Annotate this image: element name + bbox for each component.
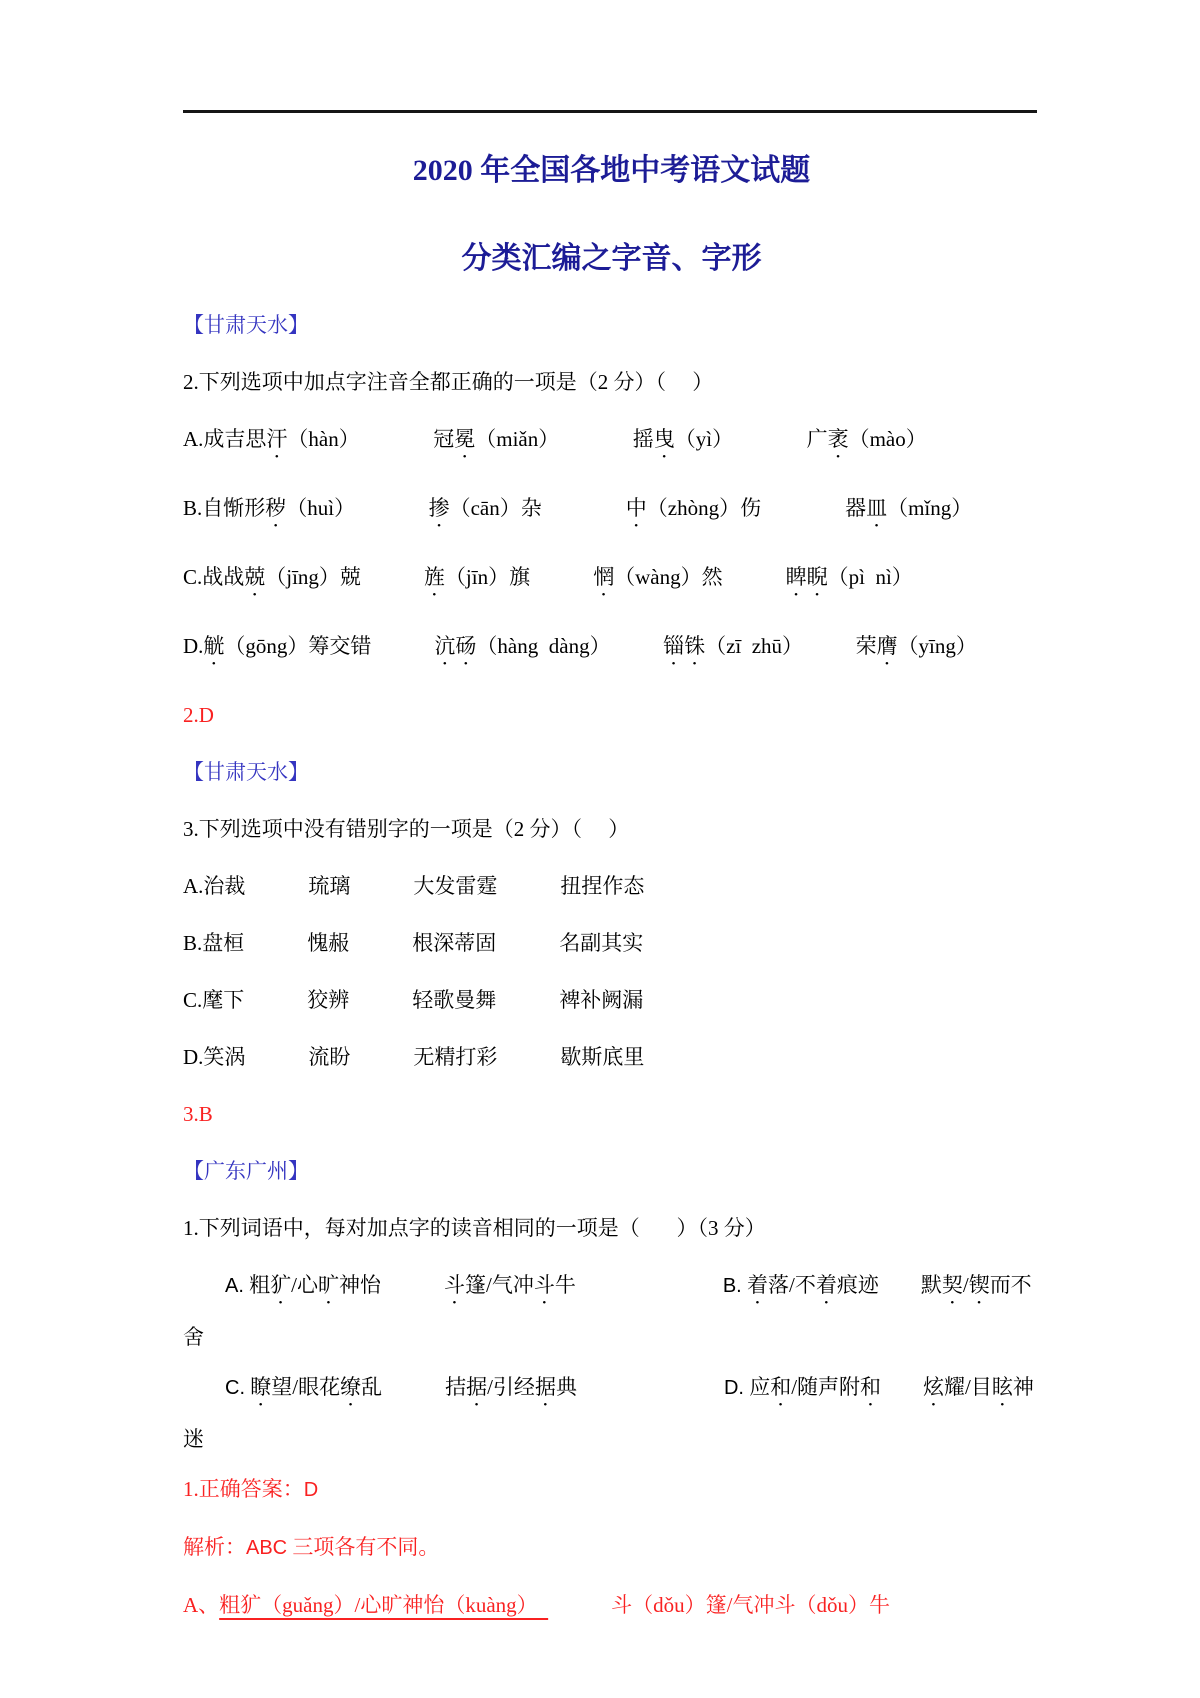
text-segment: 曳 [653, 427, 675, 451]
text-segment: 和 [770, 1375, 792, 1399]
text-segment: （mào） [848, 427, 927, 451]
text-segment: 落/不 [768, 1273, 816, 1297]
text-segment: 乱 [361, 1375, 383, 1399]
text-segment: 犷 [270, 1273, 292, 1297]
option-line-a [183, 427, 1040, 463]
text-segment: 睨 [806, 565, 828, 589]
text-segment: （jīn）旗 [444, 565, 531, 589]
answer-detail-a [183, 1593, 1040, 1617]
text-segment: 瞭 [250, 1375, 272, 1399]
text-segment [576, 1273, 723, 1297]
text-segment: 粗犷（guǎng）/心旷神怡（kuàng） [219, 1593, 549, 1617]
text-segment: /心 [291, 1273, 318, 1297]
doc-title-line-1: 2020 年全国各地中考语文试题 [412, 154, 811, 187]
text-segment: 据 [466, 1375, 488, 1399]
text-segment: 默 [920, 1273, 942, 1297]
text-segment: 解析： [183, 1535, 246, 1559]
text-segment: A. [225, 1275, 244, 1297]
text-segment: 炫 [923, 1375, 945, 1399]
text-segment: 广 [806, 427, 828, 451]
option-line-a: A.治裁 琉璃 大发雷霆 扭捏作态 [183, 874, 645, 898]
text-segment: 痕迹 [836, 1273, 879, 1297]
text-segment [761, 496, 845, 520]
text-segment: 而不 [989, 1273, 1032, 1297]
text-segment [530, 565, 593, 589]
text-segment [879, 1273, 921, 1297]
option-line-b: B.盘桓 愧赧 根深蒂固 名副其实 [183, 931, 644, 955]
text-segment: （yì） [674, 427, 723, 451]
text-segment: 据 [534, 1375, 556, 1399]
text-segment [549, 427, 633, 451]
text-segment: 着 [747, 1273, 768, 1297]
text-segment [600, 634, 663, 658]
text-segment [345, 496, 429, 520]
text-segment [361, 565, 424, 589]
text-segment: 睥 [785, 565, 807, 589]
text-segment: 篷/气冲 [465, 1273, 534, 1297]
option-line-d [183, 634, 1040, 670]
text-segment: 和 [860, 1375, 882, 1399]
text-segment [542, 496, 626, 520]
text-segment: / [962, 1273, 969, 1297]
text-segment: 冕 [454, 427, 476, 451]
section-label: 【甘肃天水】 [183, 313, 309, 337]
text-segment: /引经 [487, 1375, 535, 1399]
option-row-cd-wrap: 迷 [183, 1427, 204, 1451]
option-line-b [183, 496, 1040, 532]
text-segment: A.成吉思 [183, 427, 267, 451]
text-segment: 斗 [444, 1273, 465, 1297]
text-segment: 典 [555, 1375, 577, 1399]
question-stem: 1.下列词语中，每对加点字的读音相同的一项是（ ）（3 分） [183, 1216, 766, 1240]
text-segment: （zī zhū） [705, 634, 793, 658]
answer-line [183, 1477, 1040, 1502]
text-segment: 牛 [554, 1273, 576, 1297]
text-segment: 中 [625, 496, 647, 520]
text-segment: 眩 [991, 1375, 1013, 1399]
text-segment: （mǐng） [887, 496, 973, 520]
text-segment: 掺 [428, 496, 450, 520]
text-segment: 着 [815, 1273, 837, 1297]
answer-explanation [183, 1535, 1040, 1560]
text-segment [382, 1375, 445, 1399]
text-segment [183, 1375, 225, 1399]
text-segment: 冠 [433, 427, 455, 451]
text-segment: C.战战 [183, 565, 245, 589]
question-stem: 2.下列选项中加点字注音全都正确的一项是（2 分）（ ） [183, 370, 714, 394]
text-segment: 应 [743, 1375, 771, 1399]
option-row-cd [183, 1375, 1040, 1411]
text-segment: 兢 [244, 565, 266, 589]
text-segment: （wàng）然 [614, 565, 723, 589]
text-segment: C. [225, 1377, 245, 1399]
text-segment: 觥 [203, 634, 225, 658]
text-segment: 器 [845, 496, 867, 520]
text-segment: 汗 [266, 427, 288, 451]
text-segment [723, 565, 786, 589]
text-segment: 砀 [455, 634, 477, 658]
text-segment: D. [183, 634, 204, 658]
text-segment: （zhòng）伤 [646, 496, 762, 520]
text-segment [881, 1375, 923, 1399]
question-stem: 3.下列选项中没有错别字的一项是（2 分）（ ） [183, 817, 630, 841]
option-line-c: C.麾下 狡辨 轻歌曼舞 裨补阙漏 [183, 988, 644, 1012]
text-segment: 旌 [423, 565, 445, 589]
text-segment [349, 427, 433, 451]
text-segment: 秽 [265, 496, 287, 520]
header-rule [183, 110, 1037, 113]
text-segment: 粗 [243, 1273, 271, 1297]
text-segment: ABC [246, 1537, 288, 1559]
text-segment: 旷 [318, 1273, 339, 1297]
text-segment: 铢 [684, 634, 706, 658]
text-segment: B.自惭形 [183, 496, 266, 520]
text-segment: 耀/目 [944, 1375, 992, 1399]
text-segment: （huì） [286, 496, 345, 520]
text-segment: （hàn） [287, 427, 350, 451]
text-segment: A、 [183, 1593, 220, 1617]
option-row-ab [183, 1273, 1040, 1309]
text-segment: D [303, 1479, 319, 1501]
text-segment: （cān）杂 [449, 496, 542, 520]
text-segment: （miǎn） [475, 427, 549, 451]
text-segment [381, 1273, 444, 1297]
doc-title-line-2: 分类汇编之字音、字形 [461, 242, 762, 275]
answer-line: 2.D [183, 703, 214, 727]
text-segment: 望/眼花 [271, 1375, 341, 1399]
text-segment [723, 427, 807, 451]
section-label: 【甘肃天水】 [183, 760, 309, 784]
text-segment: 1.正确答案： [183, 1477, 304, 1501]
section-label: 【广东广州】 [183, 1159, 309, 1183]
text-segment: （hàng dàng） [476, 634, 601, 658]
text-segment: 缭 [340, 1375, 362, 1399]
text-segment: 三项各有不同。 [287, 1535, 440, 1559]
text-segment [793, 634, 856, 658]
text-segment: 沆 [434, 634, 456, 658]
text-segment: （gōng）筹交错 [224, 634, 372, 658]
text-segment [371, 634, 434, 658]
option-line-d: D.笑涡 流盼 无精打彩 歇斯底里 [183, 1045, 645, 1069]
text-segment: 惘 [593, 565, 615, 589]
text-segment: 摇 [632, 427, 654, 451]
text-segment: 神 [1012, 1375, 1034, 1399]
text-segment: 荣 [855, 634, 877, 658]
text-segment: B. [722, 1275, 742, 1297]
text-segment: 皿 [866, 496, 888, 520]
text-segment: 锲 [968, 1273, 990, 1297]
text-segment: D. [723, 1377, 744, 1399]
text-segment: 斗 [533, 1273, 555, 1297]
text-segment: 膺 [876, 634, 898, 658]
text-segment: （jīng）兢 [265, 565, 361, 589]
option-line-c [183, 565, 1040, 601]
text-segment: （yīng） [897, 634, 977, 658]
text-segment: /随声附 [791, 1375, 861, 1399]
text-segment: 契 [941, 1273, 963, 1297]
text-segment: （pì nì） [827, 565, 913, 589]
text-segment: 神怡 [339, 1273, 381, 1297]
option-row-ab-wrap: 舍 [183, 1325, 204, 1349]
text-segment: 拮 [445, 1375, 467, 1399]
text-segment: 袤 [827, 427, 849, 451]
text-segment: 斗（dǒu）篷/气冲斗（dǒu）牛 [548, 1593, 890, 1617]
text-segment [577, 1375, 724, 1399]
answer-line: 3.B [183, 1102, 213, 1126]
text-segment: 锱 [663, 634, 685, 658]
text-segment [183, 1273, 225, 1297]
